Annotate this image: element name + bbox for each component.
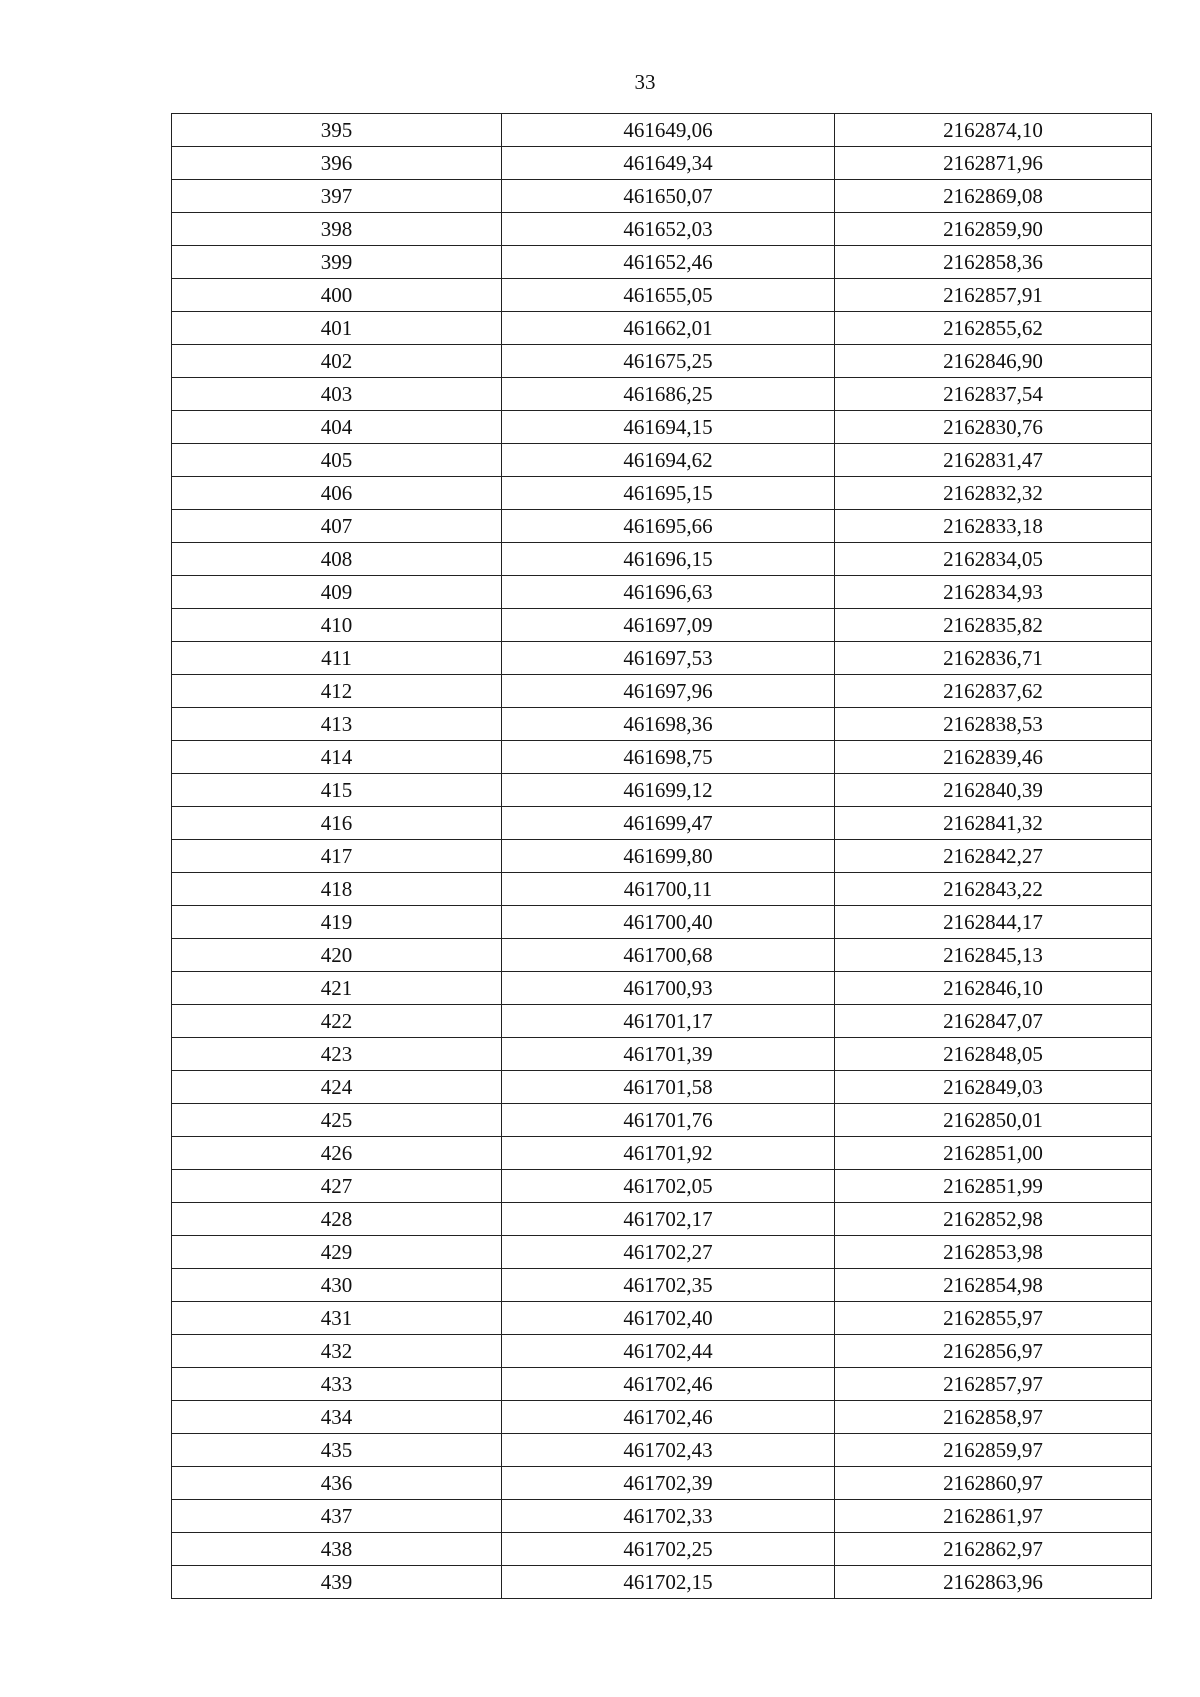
x-coordinate-cell: 461701,17 — [502, 1005, 835, 1038]
x-coordinate-cell: 461699,47 — [502, 807, 835, 840]
x-coordinate-cell: 461702,44 — [502, 1335, 835, 1368]
table-row — [172, 477, 1152, 510]
x-coordinate-cell: 461695,66 — [502, 510, 835, 543]
table-row — [172, 675, 1152, 708]
point-number-cell: 422 — [172, 1005, 502, 1038]
x-coordinate-cell: 461700,40 — [502, 906, 835, 939]
x-coordinate-cell: 461652,03 — [502, 213, 835, 246]
y-coordinate-cell: 2162862,97 — [835, 1533, 1152, 1566]
x-coordinate-cell: 461702,05 — [502, 1170, 835, 1203]
coordinates-table-body — [172, 114, 1152, 1599]
y-coordinate-cell: 2162853,98 — [835, 1236, 1152, 1269]
table-row — [172, 1071, 1152, 1104]
table-row — [172, 840, 1152, 873]
table-row — [172, 213, 1152, 246]
x-coordinate-cell: 461700,93 — [502, 972, 835, 1005]
y-coordinate-cell: 2162846,90 — [835, 345, 1152, 378]
y-coordinate-cell: 2162874,10 — [835, 114, 1152, 147]
y-coordinate-cell: 2162855,62 — [835, 312, 1152, 345]
table-row — [172, 378, 1152, 411]
point-number-cell: 398 — [172, 213, 502, 246]
table-row — [172, 741, 1152, 774]
y-coordinate-cell: 2162831,47 — [835, 444, 1152, 477]
table-row — [172, 708, 1152, 741]
point-number-cell: 420 — [172, 939, 502, 972]
point-number-cell: 409 — [172, 576, 502, 609]
table-row — [172, 873, 1152, 906]
y-coordinate-cell: 2162851,00 — [835, 1137, 1152, 1170]
point-number-cell: 421 — [172, 972, 502, 1005]
y-coordinate-cell: 2162846,10 — [835, 972, 1152, 1005]
x-coordinate-cell: 461699,12 — [502, 774, 835, 807]
y-coordinate-cell: 2162830,76 — [835, 411, 1152, 444]
x-coordinate-cell: 461686,25 — [502, 378, 835, 411]
point-number-cell: 429 — [172, 1236, 502, 1269]
x-coordinate-cell: 461702,33 — [502, 1500, 835, 1533]
x-coordinate-cell: 461649,34 — [502, 147, 835, 180]
table-row — [172, 1038, 1152, 1071]
y-coordinate-cell: 2162860,97 — [835, 1467, 1152, 1500]
point-number-cell: 424 — [172, 1071, 502, 1104]
x-coordinate-cell: 461675,25 — [502, 345, 835, 378]
y-coordinate-cell: 2162855,97 — [835, 1302, 1152, 1335]
y-coordinate-cell: 2162871,96 — [835, 147, 1152, 180]
x-coordinate-cell: 461697,96 — [502, 675, 835, 708]
x-coordinate-cell: 461698,75 — [502, 741, 835, 774]
y-coordinate-cell: 2162843,22 — [835, 873, 1152, 906]
point-number-cell: 410 — [172, 609, 502, 642]
point-number-cell: 395 — [172, 114, 502, 147]
y-coordinate-cell: 2162851,99 — [835, 1170, 1152, 1203]
table-row — [172, 312, 1152, 345]
table-row — [172, 279, 1152, 312]
table-row — [172, 576, 1152, 609]
x-coordinate-cell: 461700,11 — [502, 873, 835, 906]
x-coordinate-cell: 461694,15 — [502, 411, 835, 444]
x-coordinate-cell: 461702,17 — [502, 1203, 835, 1236]
point-number-cell: 413 — [172, 708, 502, 741]
x-coordinate-cell: 461649,06 — [502, 114, 835, 147]
y-coordinate-cell: 2162852,98 — [835, 1203, 1152, 1236]
point-number-cell: 408 — [172, 543, 502, 576]
y-coordinate-cell: 2162844,17 — [835, 906, 1152, 939]
x-coordinate-cell: 461702,15 — [502, 1566, 835, 1599]
table-row — [172, 906, 1152, 939]
point-number-cell: 406 — [172, 477, 502, 510]
y-coordinate-cell: 2162848,05 — [835, 1038, 1152, 1071]
y-coordinate-cell: 2162859,97 — [835, 1434, 1152, 1467]
point-number-cell: 397 — [172, 180, 502, 213]
point-number-cell: 437 — [172, 1500, 502, 1533]
x-coordinate-cell: 461702,46 — [502, 1368, 835, 1401]
x-coordinate-cell: 461697,09 — [502, 609, 835, 642]
y-coordinate-cell: 2162834,05 — [835, 543, 1152, 576]
table-row — [172, 972, 1152, 1005]
x-coordinate-cell: 461702,46 — [502, 1401, 835, 1434]
x-coordinate-cell: 461700,68 — [502, 939, 835, 972]
y-coordinate-cell: 2162845,13 — [835, 939, 1152, 972]
y-coordinate-cell: 2162842,27 — [835, 840, 1152, 873]
y-coordinate-cell: 2162849,03 — [835, 1071, 1152, 1104]
x-coordinate-cell: 461699,80 — [502, 840, 835, 873]
y-coordinate-cell: 2162837,54 — [835, 378, 1152, 411]
point-number-cell: 414 — [172, 741, 502, 774]
table-row — [172, 1335, 1152, 1368]
point-number-cell: 418 — [172, 873, 502, 906]
point-number-cell: 416 — [172, 807, 502, 840]
y-coordinate-cell: 2162863,96 — [835, 1566, 1152, 1599]
point-number-cell: 426 — [172, 1137, 502, 1170]
y-coordinate-cell: 2162837,62 — [835, 675, 1152, 708]
y-coordinate-cell: 2162836,71 — [835, 642, 1152, 675]
table-row — [172, 1500, 1152, 1533]
x-coordinate-cell: 461696,63 — [502, 576, 835, 609]
point-number-cell: 412 — [172, 675, 502, 708]
table-row — [172, 411, 1152, 444]
y-coordinate-cell: 2162869,08 — [835, 180, 1152, 213]
point-number-cell: 411 — [172, 642, 502, 675]
point-number-cell: 427 — [172, 1170, 502, 1203]
point-number-cell: 425 — [172, 1104, 502, 1137]
y-coordinate-cell: 2162838,53 — [835, 708, 1152, 741]
point-number-cell: 436 — [172, 1467, 502, 1500]
y-coordinate-cell: 2162850,01 — [835, 1104, 1152, 1137]
table-row — [172, 774, 1152, 807]
x-coordinate-cell: 461650,07 — [502, 180, 835, 213]
table-row — [172, 1203, 1152, 1236]
table-row — [172, 510, 1152, 543]
table-row — [172, 345, 1152, 378]
page-number: 33 — [634, 70, 656, 94]
table-row — [172, 1137, 1152, 1170]
table-row — [172, 939, 1152, 972]
point-number-cell: 403 — [172, 378, 502, 411]
y-coordinate-cell: 2162847,07 — [835, 1005, 1152, 1038]
table-row — [172, 609, 1152, 642]
x-coordinate-cell: 461697,53 — [502, 642, 835, 675]
table-row — [172, 1170, 1152, 1203]
x-coordinate-cell: 461702,25 — [502, 1533, 835, 1566]
y-coordinate-cell: 2162857,91 — [835, 279, 1152, 312]
y-coordinate-cell: 2162834,93 — [835, 576, 1152, 609]
x-coordinate-cell: 461662,01 — [502, 312, 835, 345]
y-coordinate-cell: 2162854,98 — [835, 1269, 1152, 1302]
x-coordinate-cell: 461702,35 — [502, 1269, 835, 1302]
table-row — [172, 444, 1152, 477]
table-row — [172, 1005, 1152, 1038]
y-coordinate-cell: 2162839,46 — [835, 741, 1152, 774]
table-row — [172, 807, 1152, 840]
x-coordinate-cell: 461695,15 — [502, 477, 835, 510]
x-coordinate-cell: 461655,05 — [502, 279, 835, 312]
table-row — [172, 1533, 1152, 1566]
table-row — [172, 642, 1152, 675]
point-number-cell: 419 — [172, 906, 502, 939]
table-row — [172, 1467, 1152, 1500]
y-coordinate-cell: 2162840,39 — [835, 774, 1152, 807]
point-number-cell: 428 — [172, 1203, 502, 1236]
point-number-cell: 435 — [172, 1434, 502, 1467]
table-row — [172, 1401, 1152, 1434]
y-coordinate-cell: 2162841,32 — [835, 807, 1152, 840]
x-coordinate-cell: 461652,46 — [502, 246, 835, 279]
point-number-cell: 423 — [172, 1038, 502, 1071]
y-coordinate-cell: 2162859,90 — [835, 213, 1152, 246]
point-number-cell: 405 — [172, 444, 502, 477]
y-coordinate-cell: 2162833,18 — [835, 510, 1152, 543]
x-coordinate-cell: 461698,36 — [502, 708, 835, 741]
point-number-cell: 415 — [172, 774, 502, 807]
y-coordinate-cell: 2162835,82 — [835, 609, 1152, 642]
point-number-cell: 417 — [172, 840, 502, 873]
x-coordinate-cell: 461701,39 — [502, 1038, 835, 1071]
table-row — [172, 246, 1152, 279]
point-number-cell: 396 — [172, 147, 502, 180]
table-row — [172, 1104, 1152, 1137]
table-row — [172, 1236, 1152, 1269]
point-number-cell: 404 — [172, 411, 502, 444]
y-coordinate-cell: 2162861,97 — [835, 1500, 1152, 1533]
point-number-cell: 401 — [172, 312, 502, 345]
x-coordinate-cell: 461702,39 — [502, 1467, 835, 1500]
table-row — [172, 543, 1152, 576]
point-number-cell: 433 — [172, 1368, 502, 1401]
table-row — [172, 114, 1152, 147]
x-coordinate-cell: 461701,76 — [502, 1104, 835, 1137]
table-row — [172, 1269, 1152, 1302]
point-number-cell: 402 — [172, 345, 502, 378]
point-number-cell: 400 — [172, 279, 502, 312]
y-coordinate-cell: 2162858,97 — [835, 1401, 1152, 1434]
y-coordinate-cell: 2162857,97 — [835, 1368, 1152, 1401]
point-number-cell: 439 — [172, 1566, 502, 1599]
table-row — [172, 1566, 1152, 1599]
y-coordinate-cell: 2162832,32 — [835, 477, 1152, 510]
point-number-cell: 431 — [172, 1302, 502, 1335]
point-number-cell: 432 — [172, 1335, 502, 1368]
x-coordinate-cell: 461696,15 — [502, 543, 835, 576]
point-number-cell: 438 — [172, 1533, 502, 1566]
x-coordinate-cell: 461701,92 — [502, 1137, 835, 1170]
y-coordinate-cell: 2162858,36 — [835, 246, 1152, 279]
point-number-cell: 434 — [172, 1401, 502, 1434]
table-row — [172, 1368, 1152, 1401]
coordinates-table — [171, 113, 1152, 1599]
x-coordinate-cell: 461702,27 — [502, 1236, 835, 1269]
table-row — [172, 147, 1152, 180]
x-coordinate-cell: 461694,62 — [502, 444, 835, 477]
x-coordinate-cell: 461702,40 — [502, 1302, 835, 1335]
point-number-cell: 407 — [172, 510, 502, 543]
point-number-cell: 399 — [172, 246, 502, 279]
table-row — [172, 180, 1152, 213]
x-coordinate-cell: 461702,43 — [502, 1434, 835, 1467]
table-row — [172, 1434, 1152, 1467]
point-number-cell: 430 — [172, 1269, 502, 1302]
x-coordinate-cell: 461701,58 — [502, 1071, 835, 1104]
y-coordinate-cell: 2162856,97 — [835, 1335, 1152, 1368]
table-row — [172, 1302, 1152, 1335]
